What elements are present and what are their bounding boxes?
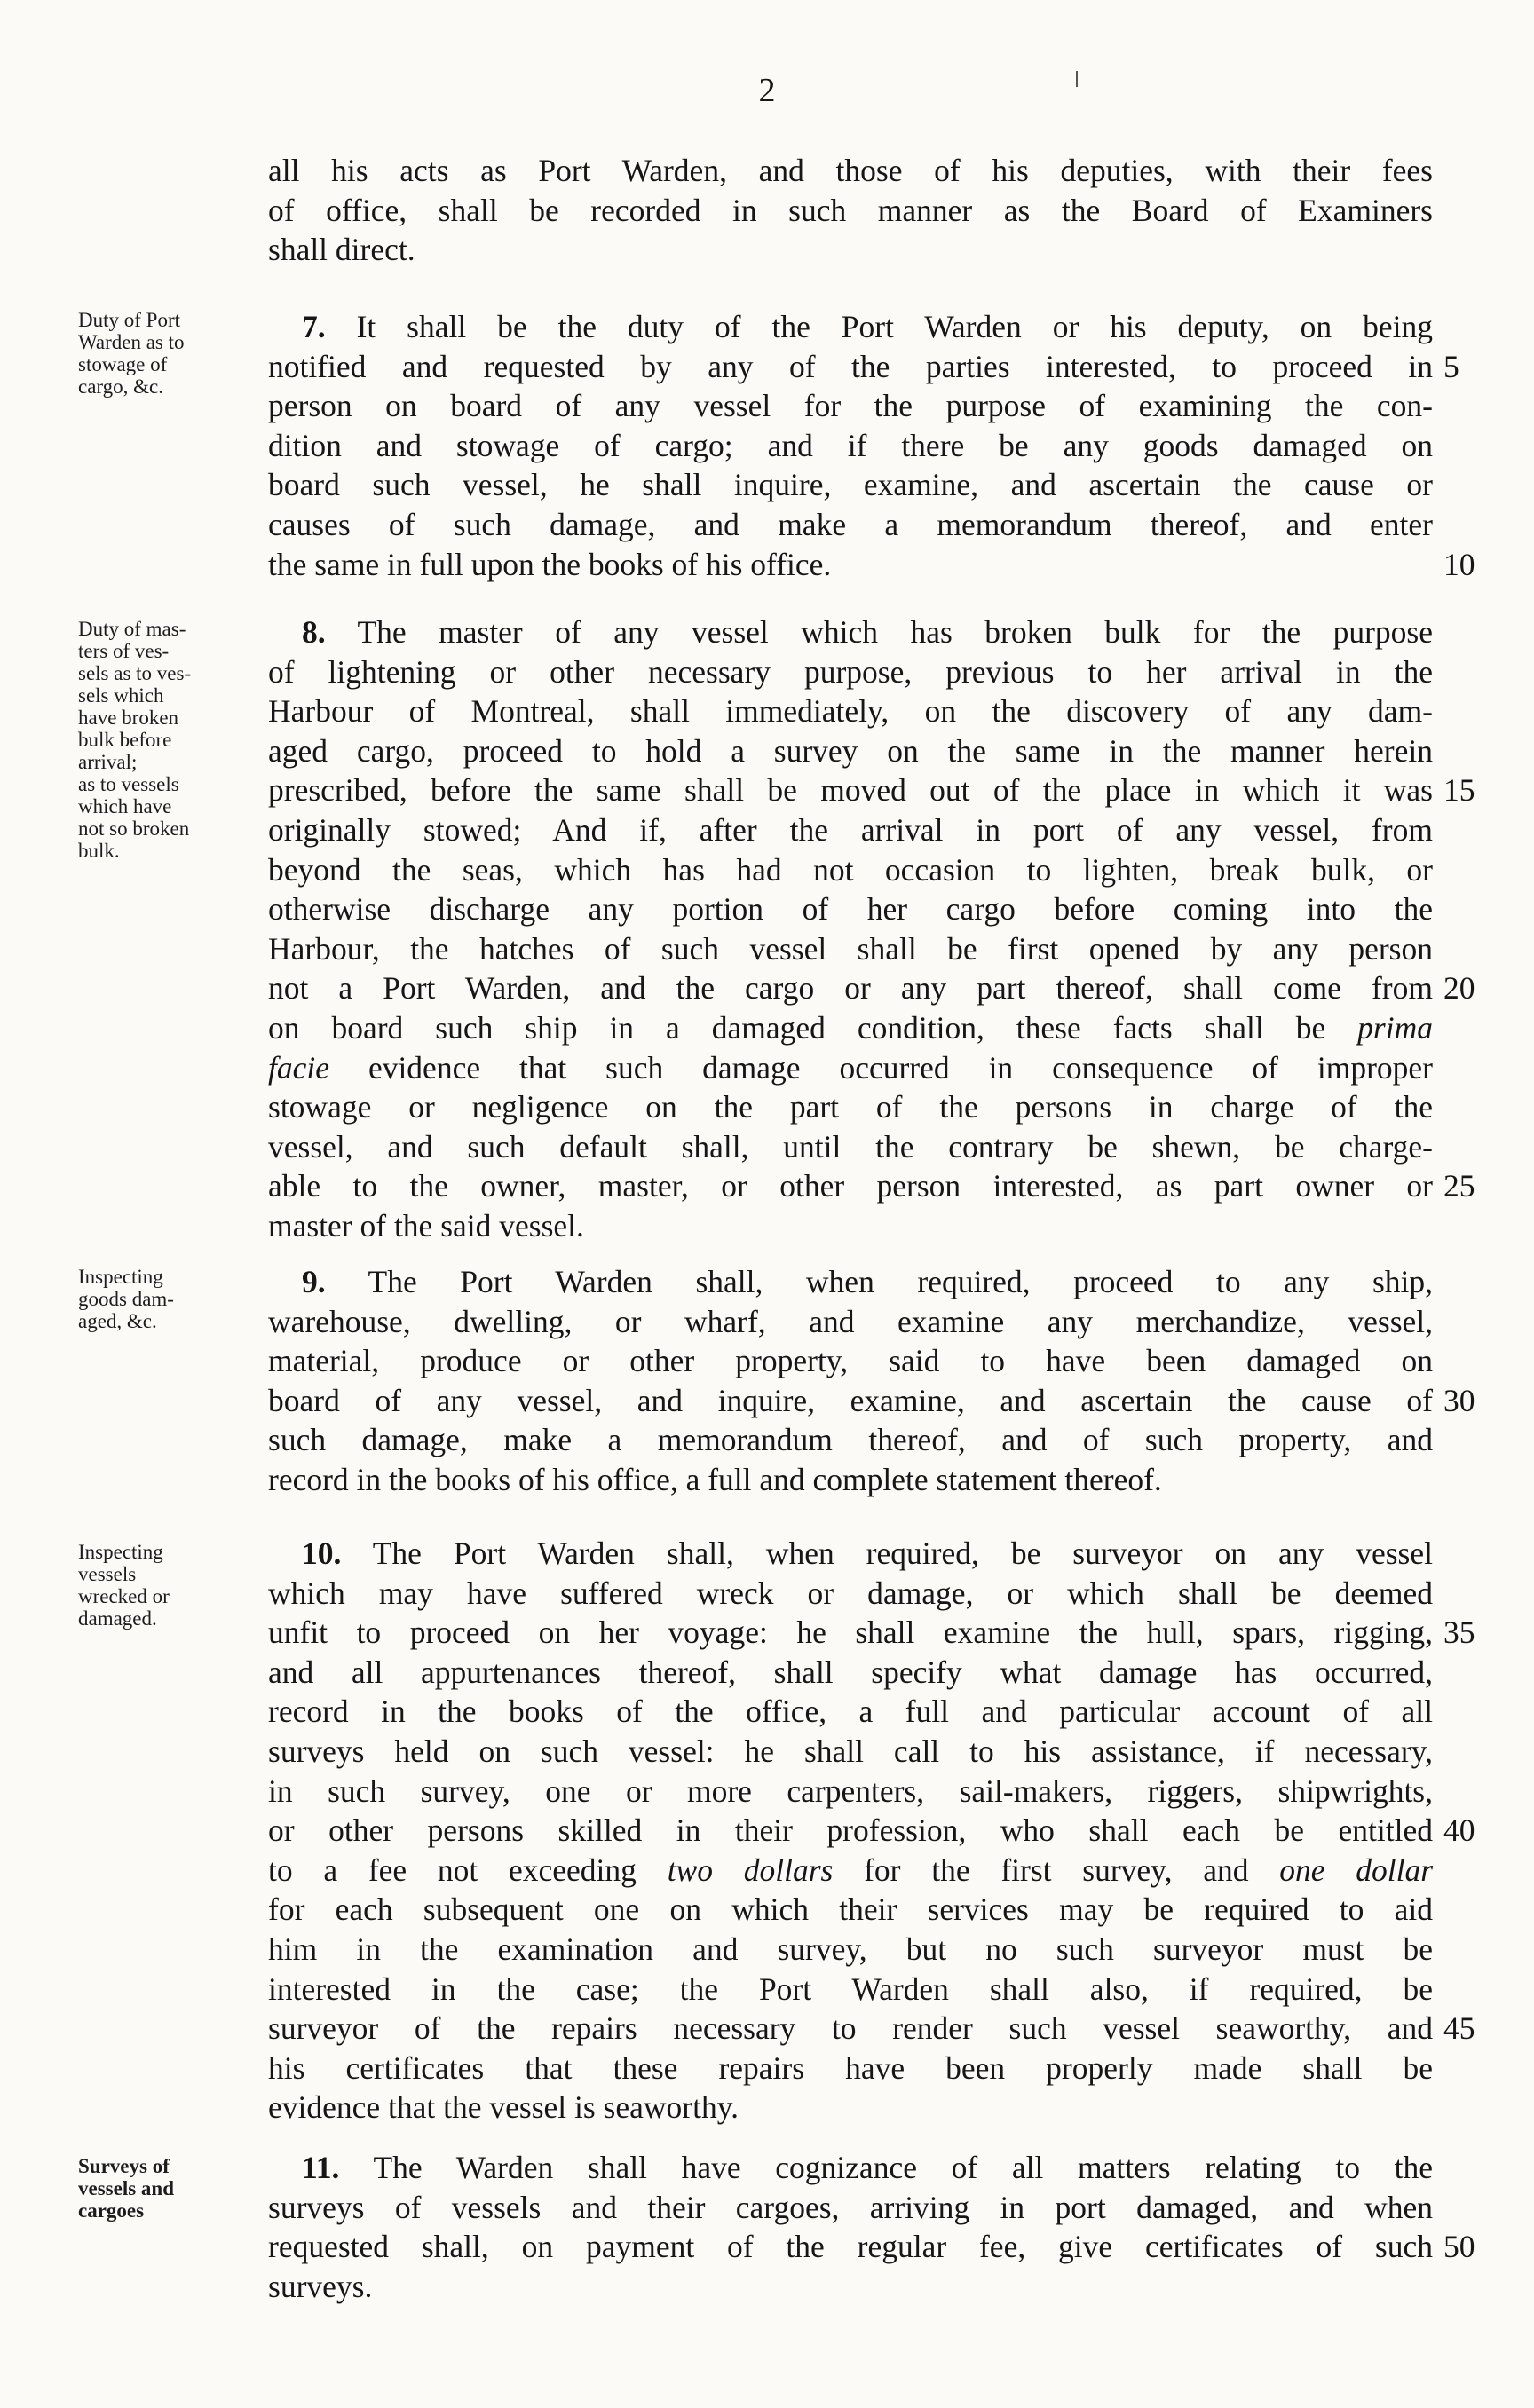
page-number: 2 [758,72,776,109]
section-11-note [78,2155,265,2222]
text-line: board such vessel, he shall inquire, examine, and ascertain the cause or [268,467,1433,503]
text-line: prescribed, before the same shall be moved out of the place in which it was [268,772,1433,809]
margin-note-line: sels as to ves- [78,662,192,684]
section-9-paragraph [268,1262,1433,1500]
text-line: record in the books of the office, a full and particular account of all [268,1693,1433,1730]
margin-note-line: arrival; [78,751,138,773]
text-line: requested shall, on payment of the regular fee, give certificates of such [268,2229,1433,2265]
text-line: unfit to proceed on her voyage: he shall examine the hull, spars, rigging, [268,1615,1433,1651]
text-line: otherwise discharge any portion of her cargo before coming into the [268,891,1433,928]
margin-note-line: which have [78,795,172,817]
line-number: 45 [1443,2010,1475,2046]
text-line: stowage or negligence on the part of the persons in charge of the [268,1089,1433,1125]
text-line: him in the examination and survey, but no such surveyor must be [268,1930,1433,1967]
section-number: 10. [302,1536,342,1571]
margin-note-line: Warden as to [78,331,185,353]
line-number: 30 [1443,1383,1475,1418]
text-line: not a Port Warden, and the cargo or any part thereof, shall come from [268,970,1433,1007]
line-number: 40 [1443,1812,1475,1848]
line-number: 25 [1443,1168,1475,1204]
margin-note-line: as to vessels [78,773,179,795]
margin-note-line: not so broken [78,817,190,840]
text-line: originally stowed; And if, after the arrival in port of any vessel, from [268,811,1433,848]
text-line: 10. The Port Warden shall, when required, be surveyor on any vessel [302,1536,1433,1571]
margin-note-line: aged, &c. [78,1310,157,1332]
text-line: on board such ship in a damaged condition, these facts shall be prima [268,1009,1433,1046]
text-line: 7. It shall be the duty of the Port Warden or his deputy, on being [302,309,1433,344]
margin-note-line: Duty of mas- [78,618,186,640]
text-line: material, produce or other property, said to have been damaged on [268,1343,1433,1379]
section-number: 9. [302,1264,326,1299]
text-line: evidence that the vessel is seaworthy. [268,2089,739,2126]
page-mark [1076,71,1078,87]
text-line: 9. The Port Warden shall, when required, proceed to any ship, [302,1264,1434,1299]
text-line: the same in full upon the books of his office. [268,546,832,582]
text-line: vessel, and such default shall, until the contrary be shewn, be charge- [268,1128,1433,1165]
section-10-paragraph [268,1534,1433,2128]
text-line: such damage, make a memorandum thereof, and of such property, and [268,1422,1433,1458]
section-number: 8. [302,614,326,650]
margin-note-line: sels which [78,684,164,707]
margin-note-line: ters of ves- [78,640,170,662]
italic-term: two dollars [667,1851,834,1888]
margin-note-line: goods dam- [78,1288,174,1310]
section-7-paragraph [268,307,1433,584]
section-number: 7. [302,309,326,344]
text-line: aged cargo, proceed to hold a survey on the same in the manner herein [268,732,1433,769]
line-number: 5 [1443,349,1459,384]
section-11-paragraph [268,2148,1433,2306]
margin-note-line: vessels [78,1563,137,1585]
text-line: 8. The master of any vessel which has broken bulk for the purpose [302,614,1433,650]
text-line: surveys. [268,2268,373,2304]
italic-term: one dollar [1279,1851,1434,1888]
text-line: and all appurtenances thereof, shall specify what damage has occurred, [268,1654,1433,1690]
line-number: 50 [1443,2229,1475,2264]
line-number: 10 [1443,547,1475,582]
text-line: person on board of any vessel for the purpose of examining the con- [268,388,1433,424]
section-number: 11. [302,2150,340,2185]
text-line: which may have suffered wreck or damage, or which shall be deemed [268,1575,1433,1611]
text-line: or other persons skilled in their profession, who shall each be entitled [268,1812,1433,1849]
text-line: 11. The Warden shall have cognizance of all matters relating to the [302,2150,1433,2185]
text-line: for each subsequent one on which their services may be required to aid [268,1891,1433,1928]
line-number: 35 [1443,1615,1475,1650]
text-line: Harbour of Montreal, shall immediately, on the discovery of any dam- [268,693,1433,730]
text-line: surveys of vessels and their cargoes, arriving in port damaged, and when [268,2189,1433,2225]
margin-note-line: have broken [78,707,179,729]
text-line: master of the said vessel. [268,1207,584,1243]
text-line: notified and requested by any of the parties interested, to proceed in [268,348,1433,384]
section-9-note [78,1266,265,1332]
margin-note-line: Surveys of [78,2155,170,2177]
text-line: surveyor of the repairs necessary to render such vessel seaworthy, and [268,2010,1433,2047]
text-line: interested in the case; the Port Warden shall also, if required, be [268,1970,1433,2007]
continuation-paragraph [268,151,1433,270]
text-line: causes of such damage, and make a memorandum thereof, and enter [268,506,1433,542]
margin-note-line: cargo, &c. [78,375,164,398]
text-line: to a fee not exceeding two dollars for the first survey, and one dollar [268,1851,1434,1888]
italic-term: facie [268,1049,329,1086]
margin-note-line: bulk before [78,729,172,751]
margin-note-line: cargoes [78,2199,145,2222]
text-line: shall direct. [268,232,415,268]
margin-note-line: Inspecting [78,1541,163,1563]
section-8-note [78,618,265,862]
text-line: of office, shall be recorded in such manner as the Board of Examiners [268,192,1433,228]
text-line: board of any vessel, and inquire, examine, and ascertain the cause of [268,1382,1433,1418]
text-line: warehouse, dwelling, or wharf, and examine any merchandize, vessel, [268,1303,1433,1339]
margin-note-line: Duty of Port [78,309,180,331]
section-8-paragraph [268,612,1433,1246]
margin-note-line: Inspecting [78,1266,163,1288]
text-line: Harbour, the hatches of such vessel shall be first opened by any person [268,930,1433,967]
section-7-note [78,309,265,398]
text-line: beyond the seas, which has had not occasion to lighten, break bulk, or [268,851,1433,888]
line-number: 20 [1443,970,1475,1006]
text-line: record in the books of his office, a full and complete statement thereof. [268,1461,1162,1497]
text-line: surveys held on such vessel: he shall call to his assistance, if necessary, [268,1733,1433,1769]
section-10-note [78,1541,265,1630]
text-line: dition and stowage of cargo; and if there be any goods damaged on [268,427,1433,463]
text-line: able to the owner, master, or other person interested, as part owner or [268,1168,1433,1204]
margin-note-line: bulk. [78,840,120,862]
text-line: of lightening or other necessary purpose, previous to her arrival in the [268,653,1433,690]
margin-note-line: vessels and [78,2177,174,2199]
italic-term: prima [1357,1009,1433,1046]
text-line: all his acts as Port Warden, and those of his deputies, with their fees [268,153,1433,188]
text-line: in such survey, one or more carpenters, sail-makers, riggers, shipwrights, [268,1772,1433,1809]
line-number: 15 [1443,772,1475,808]
text-line: his certificates that these repairs have been properly made shall be [268,2049,1433,2086]
margin-note-line: damaged. [78,1607,157,1630]
margin-note-line: wrecked or [78,1585,170,1607]
text-line: facie evidence that such damage occurred in consequence of improper [268,1049,1434,1086]
margin-note-line: stowage of [78,353,168,375]
